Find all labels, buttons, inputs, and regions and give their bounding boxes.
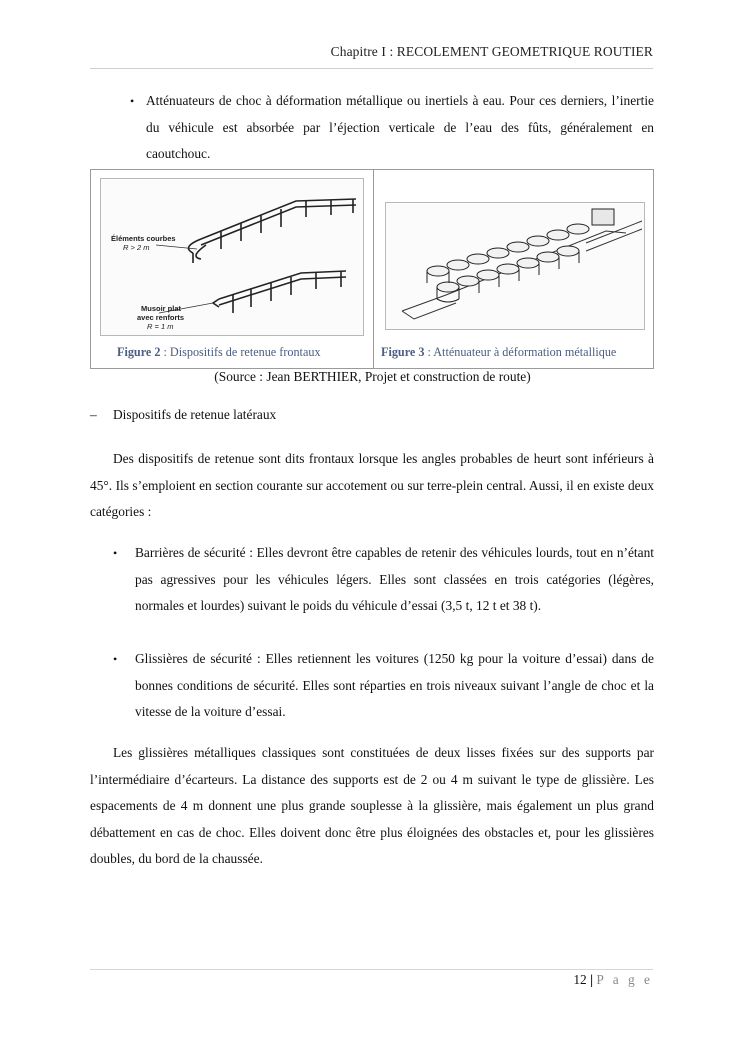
figure-source: (Source : Jean BERTHIER, Projet et construction de route) [214, 369, 531, 384]
annotation-flat-nose: Musoir plat [141, 304, 182, 313]
annotation-reinforcements: avec renforts [137, 313, 185, 322]
footer-separator: | [590, 972, 594, 987]
paragraph-frontal-definition: Des dispositifs de retenue sont dits frontaux lorsque les angles probables de heurt sont inférieurs à 45°. Ils s’emploient en section courante sur accotement ou sur terre-plein central. Aussi, il en existe deux catégories : [90, 451, 654, 519]
figure-table [90, 169, 654, 369]
figure-table-divider [373, 170, 374, 368]
bullet-barriers: Barrières de sécurité : Elles devront être capables de retenir des véhicules lourds, tout en n’étant pas agressives pour les véhicules légers. Elles sont classées en trois catégories (légères, normales et lourdes) suivant le poids du véhicule d’essai (3,5 t, 12 t et 38 t). [135, 545, 654, 613]
page-number: 12 [573, 972, 587, 987]
footer-divider [90, 969, 653, 970]
dash-glyph: – [90, 407, 97, 422]
figure-3-caption-text: : Atténuateur à déformation métallique [424, 345, 617, 359]
dash-item-text: Dispositifs de retenue latéraux [113, 407, 277, 422]
annotation-curved-elements: Éléments courbes [111, 234, 176, 243]
bullet-glissieres: Glissières de sécurité : Elles retiennent les voitures (1250 kg pour la voiture d’essai) dans de bonnes conditions de sécurité. Elles sont réparties en trois niveaux suivant l’angle de choc et la vitesse de la voiture d’essai. [135, 651, 654, 719]
header-divider [90, 68, 653, 69]
frontal-barriers-drawing [101, 179, 363, 335]
page-footer [573, 972, 653, 988]
attenuator-drawing [386, 203, 644, 329]
figure-2-caption [117, 345, 321, 360]
bullet-glyph: • [113, 546, 118, 560]
paragraph-metal-glissieres: Les glissières métalliques classiques sont constituées de deux lisses fixées sur des supports par l’intermédiaire d’écarteurs. La distance des supports est de 2 ou 4 m suivant le type de glissière. Les espacements de 4 m donnent une plus grande souplesse à la glissière, mais également un plus grand débattement en cas de choc. Elles doivent donc être plus éloignées des obstacles et, pour les glissières doubles, du bord de la chaussée. [90, 745, 654, 866]
figure-3-label: Figure 3 [381, 345, 425, 359]
figure-2-image [100, 178, 364, 336]
figure-2-caption-text: : Dispositifs de retenue frontaux [160, 345, 321, 359]
annotation-flat-radius: R = 1 m [147, 322, 174, 331]
figure-3-image [385, 202, 645, 330]
running-header: Chapitre I : RECOLEMENT GEOMETRIQUE ROUTIER [330, 44, 653, 59]
bullet-glyph: • [113, 652, 118, 666]
figure-3-caption [381, 345, 616, 360]
figure-2-label: Figure 2 [117, 345, 161, 359]
bullet-glyph: • [130, 94, 135, 108]
intro-bullet-text: Atténuateurs de choc à déformation métallique ou inertiels à eau. Pour ces derniers, l’inertie du véhicule est absorbée par l’éjection verticale de l’eau des fûts, généralement en caoutchouc. [146, 93, 654, 161]
annotation-curved-radius: R > 2 m [123, 243, 150, 252]
page-word: P a g e [596, 972, 653, 987]
